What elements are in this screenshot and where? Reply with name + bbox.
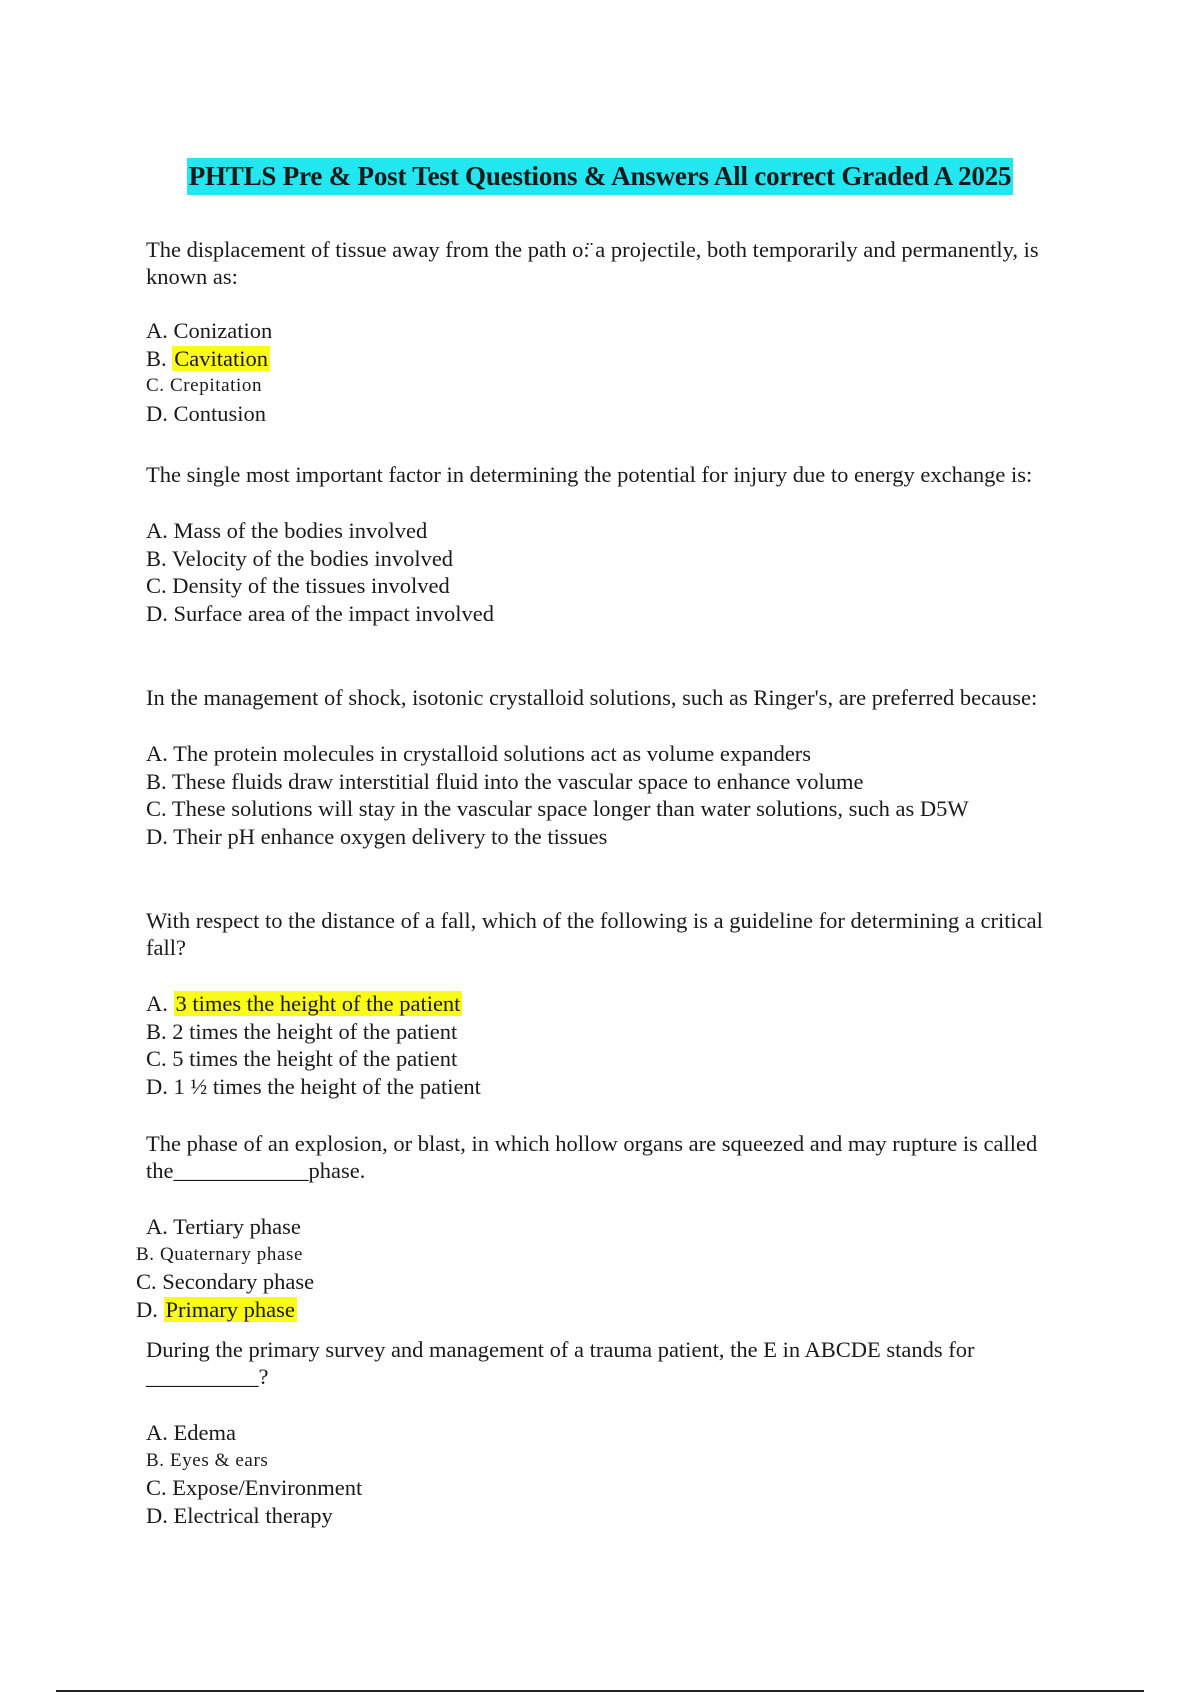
- option-text: Crepitation: [169, 375, 263, 396]
- answer-option: [146, 795, 1086, 823]
- answer-option: [146, 572, 1086, 600]
- answer-options: [146, 990, 1086, 1100]
- answer-option: [146, 1502, 1086, 1530]
- option-letter: C.: [146, 1046, 167, 1071]
- option-letter: D.: [146, 1502, 168, 1528]
- answer-option: [146, 823, 1086, 851]
- option-letter: B.: [146, 768, 167, 794]
- question-6: [146, 1336, 1086, 1529]
- answer-option: [146, 1419, 1086, 1447]
- page-title-wrapper: [0, 158, 1200, 195]
- option-letter: A.: [146, 518, 168, 543]
- option-letter: D.: [146, 823, 168, 849]
- option-text: 2 times the height of the patient: [172, 1018, 458, 1044]
- answer-option: [146, 400, 1086, 428]
- question-stem: The single most important factor in determining the potential for injury due to energy exchange is:: [146, 462, 1033, 487]
- option-text: Electrical therapy: [173, 1502, 333, 1528]
- answer-option: [146, 1018, 1086, 1046]
- option-letter: C.: [136, 1269, 157, 1294]
- option-text: Density of the tissues involved: [172, 573, 450, 598]
- answer-options: [146, 740, 1086, 850]
- answer-option: [146, 740, 1086, 768]
- option-letter: A.: [146, 1214, 168, 1239]
- answer-option: [146, 600, 1086, 628]
- answer-option: [146, 345, 1086, 373]
- question-stem: With respect to the distance of a fall, which of the following is a guideline for determining a critical fall?: [146, 908, 1043, 960]
- question-2: [146, 461, 1086, 627]
- option-text: Contusion: [173, 400, 267, 426]
- option-letter: B.: [136, 1243, 155, 1265]
- option-text: 1 ½ times the height of the patient: [173, 1073, 481, 1099]
- answer-option: [136, 1268, 1086, 1296]
- option-text: Secondary phase: [162, 1269, 315, 1294]
- option-letter: C.: [146, 375, 165, 396]
- answer-option: [146, 1213, 1086, 1241]
- option-letter: D.: [146, 600, 168, 626]
- answer-option: [146, 1474, 1086, 1502]
- answer-option: [146, 372, 1086, 400]
- option-text: These solutions will stay in the vascular space longer than water solutions, such as D5W: [171, 796, 969, 821]
- option-text-correct: Primary phase: [165, 1296, 295, 1322]
- page-title: PHTLS Pre & Post Test Questions & Answers All correct Graded A 2025: [187, 158, 1014, 195]
- option-text: Expose/Environment: [172, 1475, 363, 1500]
- option-letter: A.: [146, 741, 168, 766]
- answer-option: [136, 1241, 1086, 1269]
- option-text: These fluids draw interstitial fluid into the vascular space to enhance volume: [171, 768, 864, 794]
- question-4: [146, 907, 1086, 1100]
- option-letter: C.: [146, 573, 167, 598]
- question-1: [146, 236, 1086, 427]
- answer-options: [146, 517, 1086, 627]
- option-letter: B.: [146, 1449, 165, 1471]
- page-bottom-rule: [56, 1690, 1144, 1692]
- question-stem: During the primary survey and management of a trauma patient, the E in ABCDE stands for __________?: [146, 1337, 975, 1389]
- answer-option: [146, 545, 1086, 573]
- answer-option: [146, 1447, 1086, 1475]
- option-text: Their pH enhance oxygen delivery to the tissues: [173, 823, 608, 849]
- option-letter: D.: [146, 1073, 168, 1099]
- option-text: Surface area of the impact involved: [173, 600, 494, 626]
- option-text: Quaternary phase: [159, 1243, 304, 1265]
- answer-option: [146, 317, 1086, 345]
- question-stem: In the management of shock, isotonic crystalloid solutions, such as Ringer's, are preferred because:: [146, 685, 1038, 710]
- question-5: [136, 1130, 1086, 1323]
- answer-option: [146, 1045, 1086, 1073]
- option-text: Eyes & ears: [169, 1449, 269, 1471]
- answer-options: [136, 1213, 1086, 1323]
- question-stem: The displacement of tissue away from the path o:̈ a projectile, both temporarily and permanently, is known as:: [146, 237, 1039, 289]
- question-3: [146, 684, 1086, 850]
- question-stem: The phase of an explosion, or blast, in which hollow organs are squeezed and may rupture is called the____________phase.: [146, 1131, 1038, 1183]
- option-letter: B.: [146, 545, 167, 571]
- answer-option: [146, 517, 1086, 545]
- option-letter: C.: [146, 796, 167, 821]
- answer-option: [146, 990, 1086, 1018]
- answer-option: [146, 768, 1086, 796]
- option-letter: A.: [146, 1420, 168, 1445]
- option-text: Mass of the bodies involved: [173, 518, 428, 543]
- option-text: Edema: [173, 1420, 236, 1445]
- option-letter: D.: [136, 1296, 158, 1322]
- answer-options: [146, 317, 1086, 427]
- answer-option: [146, 1073, 1086, 1101]
- option-letter: C.: [146, 1475, 167, 1500]
- option-letter: B.: [146, 1018, 167, 1044]
- option-text: Conization: [173, 318, 273, 343]
- option-letter: A.: [146, 318, 168, 343]
- option-text: Tertiary phase: [173, 1214, 301, 1239]
- option-text-correct: 3 times the height of the patient: [175, 991, 461, 1016]
- option-text: The protein molecules in crystalloid solutions act as volume expanders: [173, 741, 812, 766]
- option-letter: B.: [146, 345, 167, 371]
- option-text-correct: Cavitation: [174, 345, 269, 371]
- answer-options: [146, 1419, 1086, 1529]
- option-letter: A.: [146, 991, 168, 1016]
- answer-option: [136, 1296, 1086, 1324]
- option-text: Velocity of the bodies involved: [171, 545, 454, 571]
- option-letter: D.: [146, 400, 168, 426]
- option-text: 5 times the height of the patient: [172, 1046, 458, 1071]
